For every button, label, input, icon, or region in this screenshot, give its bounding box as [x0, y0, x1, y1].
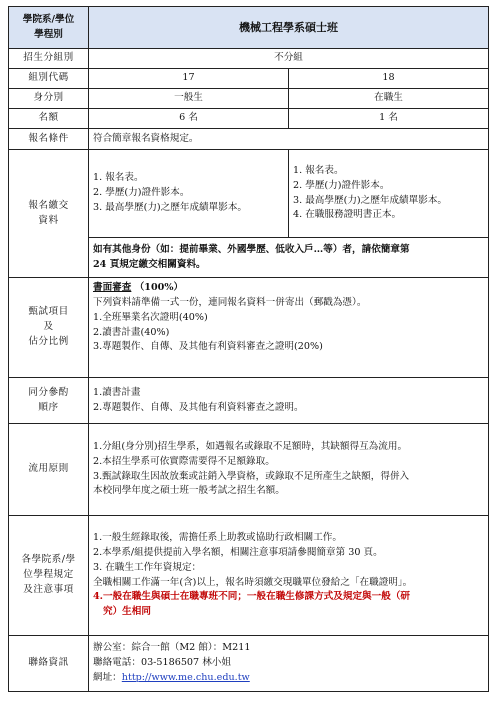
quota-general: 6 名: [89, 109, 289, 129]
header-left-line2: 學程別: [34, 28, 63, 40]
tiebreak-row: [9, 378, 489, 424]
notes-red-line-1: 4.一般在職生與碩士在職專班不同；一般在職生修課方式及規定與一般（研: [93, 591, 411, 603]
transfer-label: 流用原則: [9, 424, 89, 516]
documents-general-item-1: 1. 報名表。: [93, 172, 144, 184]
notes-label-3: 及注意事項: [23, 583, 74, 595]
screening-heading-text: 書面審查: [93, 282, 132, 293]
screening-line-1: 下列資料請準備一式一份，連同報名資料一併寄出（郵戳為憑）。: [93, 296, 367, 308]
documents-row: [9, 150, 489, 238]
contact-row: [9, 636, 489, 692]
identity-label: 身分別: [9, 89, 89, 109]
identity-row: [9, 89, 489, 109]
documents-general-item-2: 2. 學歷(力)證件影本。: [93, 187, 190, 199]
tiebreak-content: [89, 378, 489, 424]
documents-general-item-3: 3. 最高學歷(力)之歷年成績單影本。: [93, 201, 248, 213]
transfer-line-1: 1.分組(身分別)招生學系，如遇報名或錄取不足額時，其缺額得互為流用。: [93, 440, 408, 452]
contact-office: 辦公室：綜合一館（M2 館）：M211: [93, 642, 251, 654]
notes-line-1: 1.一般生經錄取後，需擔任系上助教或協助行政相關工作。: [93, 531, 342, 543]
tiebreak-label-2: 順序: [38, 401, 59, 413]
contact-label: 聯絡資訊: [9, 636, 89, 692]
code-general: 17: [89, 69, 289, 89]
notes-line-4: 全職相關工作滿一年(含)以上，報名時須繳交現職單位發給之「在職證明」。: [93, 576, 413, 588]
documents-note-1: 如有其他身份（如：提前畢業、外國學歷、低收入戶…等）者，請依簡章第: [93, 243, 410, 255]
header-left-line1: 學院系/學位: [22, 13, 75, 25]
contact-web-prefix: 網址：: [93, 671, 122, 683]
notes-label-cell: [9, 516, 89, 636]
documents-employed-item-4: 4. 在職服務證明書正本。: [293, 209, 402, 221]
screening-row: [9, 278, 489, 378]
contact-phone: 聯絡電話：03-5186507 林小姐: [93, 657, 231, 669]
condition-row: [9, 129, 489, 150]
transfer-line-4: 本校同學年度之碩士班一般考試之招生名額。: [93, 485, 285, 497]
documents-employed-item-3: 3. 最高學歷(力)之歷年成績單影本。: [293, 194, 448, 206]
documents-employed-item-2: 2. 學歷(力)證件影本。: [293, 179, 390, 191]
tiebreak-line-2: 2.專題製作、自傳、及其他有利資料審查之證明。: [93, 401, 304, 413]
screening-label-cell: [9, 278, 89, 378]
tiebreak-label-cell: [9, 378, 89, 424]
code-row: [9, 69, 489, 89]
screening-line-3: 2.讀書計畫(40%): [93, 326, 170, 338]
documents-employed: [289, 150, 489, 238]
group-label: 招生分組別: [9, 49, 89, 69]
documents-note-2: 24 頁規定繳交相關資料。: [93, 258, 206, 270]
header-left-cell: [9, 7, 89, 49]
quota-employed: 1 名: [289, 109, 489, 129]
group-row: [9, 49, 489, 69]
transfer-line-3: 3.甄試錄取生因故放棄或註銷入學資格，或錄取不足所產生之缺額，得併入: [93, 470, 410, 482]
admission-table: [8, 6, 489, 692]
screening-label-3: 佔分比例: [28, 335, 69, 347]
notes-line-2: 2.本學系/組提供提前入學名額，相關注意事項請參閱簡章第 30 頁。: [93, 546, 383, 558]
documents-label-cell: [9, 150, 89, 278]
screening-content: [89, 278, 489, 378]
code-label: 組別代碼: [9, 69, 89, 89]
contact-content: [89, 636, 489, 692]
screening-label-1: 甄試項目: [28, 306, 69, 318]
screening-line-2: 1.全班畢業名次證明(40%): [93, 311, 208, 323]
notes-label-2: 位學程規定: [23, 569, 74, 581]
screening-heading: [93, 281, 484, 296]
screening-heading-pct: （100%）: [134, 282, 184, 293]
documents-employed-item-1: 1. 報名表。: [293, 164, 344, 176]
notes-line-3: 3. 在職生工作年資規定：: [93, 561, 202, 573]
notes-row: [9, 516, 489, 636]
transfer-row: [9, 424, 489, 516]
documents-label-1: 報名繳交: [28, 199, 69, 211]
program-title: 機械工程學系碩士班: [89, 7, 489, 49]
screening-line-4: 3.專題製作、自傳、及其他有利資料審查之證明(20%): [93, 341, 323, 353]
contact-url-link[interactable]: http://www.me.chu.edu.tw: [121, 671, 250, 683]
group-value: 不分組: [89, 49, 489, 69]
transfer-content: [89, 424, 489, 516]
notes-content: [89, 516, 489, 636]
quota-label: 名額: [9, 109, 89, 129]
quota-row: [9, 109, 489, 129]
tiebreak-label-1: 同分參酌: [28, 386, 69, 398]
screening-label-2: 及: [43, 321, 54, 333]
notes-label-1: 各學院系/學: [21, 554, 76, 566]
documents-label-2: 資料: [38, 214, 59, 226]
code-employed: 18: [289, 69, 489, 89]
documents-general: [89, 150, 289, 238]
condition-label: 報名條件: [9, 129, 89, 150]
condition-value: 符合簡章報名資格規定。: [89, 129, 489, 150]
transfer-line-2: 2.本招生學系可依實際需要得不足額錄取。: [93, 455, 275, 467]
identity-employed: 在職生: [289, 89, 489, 109]
identity-general: 一般生: [89, 89, 289, 109]
documents-note: [89, 238, 489, 278]
contact-web: [93, 671, 484, 686]
tiebreak-line-1: 1.讀書計畫: [93, 386, 141, 398]
header-row: [9, 7, 489, 49]
admission-document: [8, 6, 488, 692]
notes-red-line-2: 究）生相同: [103, 606, 151, 618]
